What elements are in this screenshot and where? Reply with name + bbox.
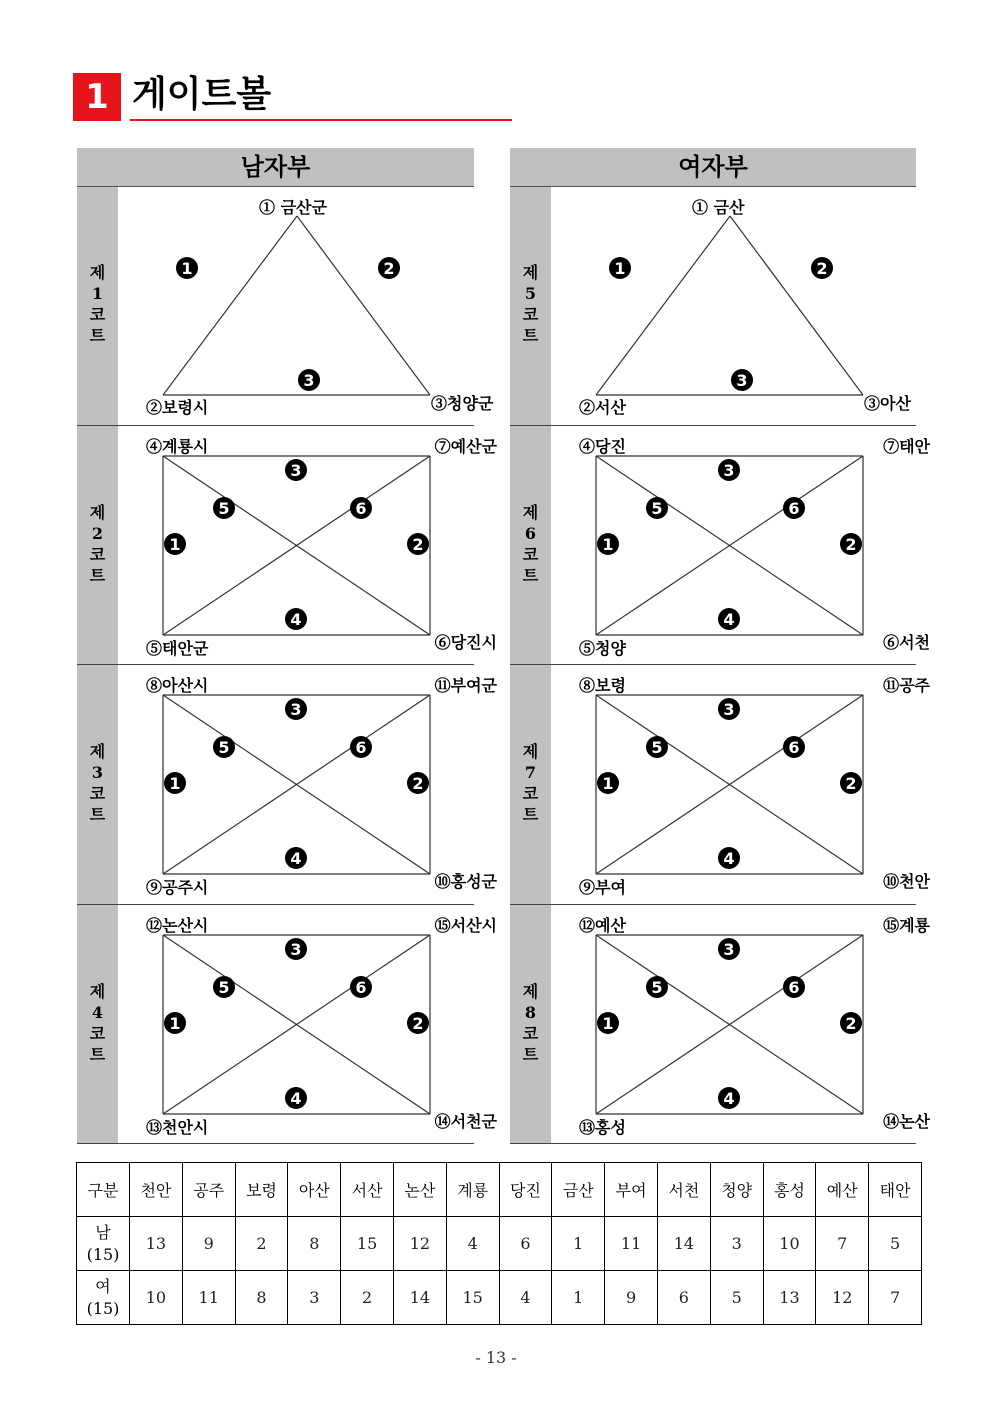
position-number: 2 [845,774,857,793]
table-header-cell: 아산 [288,1163,341,1217]
position-number: 5 [651,978,663,997]
venue-label: ⑤태안군 [146,639,209,658]
position-number: 4 [290,1089,302,1108]
venue-label: ⑨부여 [579,878,626,897]
position-number: 5 [218,738,230,757]
position-number: 3 [723,461,735,480]
venue-label: ⑪부여군 [434,676,497,695]
table-cell: 8 [288,1217,341,1271]
table-header-cell: 논산 [393,1163,446,1217]
position-number: 3 [290,940,302,959]
position-number: 5 [218,499,230,518]
position-number: 2 [383,259,395,278]
table-cell: 4 [499,1271,552,1325]
venue-label: ① 금산군 [259,198,327,217]
venue-label: ⑩홍성군 [434,872,497,891]
section-number: 1 [73,73,121,121]
venue-label: ⑥서천 [883,633,930,652]
table-cell: 11 [182,1271,235,1325]
table-cell: 9 [182,1217,235,1271]
court-line [163,216,297,395]
table-header-cell: 천안 [130,1163,183,1217]
position-number: 3 [736,371,748,390]
venue-label: ⑧아산시 [146,676,209,695]
venue-label: ③아산 [864,394,911,413]
table-cell: 7 [869,1271,922,1325]
table-cell: 2 [341,1271,394,1325]
position-number: 3 [723,700,735,719]
position-number: 5 [651,499,663,518]
position-number: 1 [169,535,181,554]
table-cell: 4 [446,1217,499,1271]
table-header-cell: 서천 [657,1163,710,1217]
venue-label: ① 금산 [692,198,745,217]
position-number: 3 [290,461,302,480]
venue-label: ⑮계룡 [883,916,930,935]
position-number: 1 [602,774,614,793]
venue-label: ⑦태안 [883,437,930,456]
position-number: 3 [723,940,735,959]
court-assignment-table [76,1162,922,1325]
table-header-cell: 예산 [816,1163,869,1217]
table-cell: 15 [341,1217,394,1271]
court-name: 제 7 코 트 [522,742,539,824]
venue-label: ④계룡시 [146,437,209,456]
court-name: 제 1 코 트 [89,263,106,345]
venue-label: ⑭논산 [883,1112,930,1131]
table-cell: 11 [605,1217,658,1271]
venue-label: ⑭서천군 [434,1112,497,1131]
court-name: 제 5 코 트 [522,263,539,345]
position-number: 6 [788,978,800,997]
table-header-cell: 금산 [552,1163,605,1217]
venue-label: ⑧보령 [579,676,626,695]
court-line [730,216,863,395]
table-cell: 10 [130,1271,183,1325]
court-name: 제 4 코 트 [89,982,106,1064]
table-cell: 9 [605,1271,658,1325]
table-header-cell: 부여 [605,1163,658,1217]
position-number: 1 [602,1014,614,1033]
table-row-label: 여 (15) [77,1271,130,1325]
table-cell: 5 [710,1271,763,1325]
table-cell: 12 [816,1271,869,1325]
table-header-cell: 구분 [77,1163,130,1217]
position-number: 2 [845,1014,857,1033]
position-number: 6 [355,738,367,757]
position-number: 1 [614,259,626,278]
venue-label: ②보령시 [146,398,209,417]
venue-label: ④당진 [579,437,626,456]
position-number: 2 [412,535,424,554]
venue-label: ⑩천안 [883,872,930,891]
table-header-cell: 서산 [341,1163,394,1217]
position-number: 4 [723,610,735,629]
court-line [596,216,730,395]
position-number: 2 [845,535,857,554]
venue-label: ③청양군 [431,394,494,413]
position-number: 3 [303,371,315,390]
position-number: 1 [169,774,181,793]
table-header-cell: 태안 [869,1163,922,1217]
venue-label: ⑦예산군 [434,437,497,456]
table-cell: 14 [393,1271,446,1325]
header-men: 남자부 [77,148,474,187]
venue-label: ⑤청양 [579,639,626,658]
court-name: 제 8 코 트 [522,982,539,1064]
position-number: 1 [169,1014,181,1033]
venue-label: ⑥당진시 [434,633,497,652]
venue-label: ⑬홍성 [579,1118,626,1137]
table-cell: 5 [869,1217,922,1271]
position-number: 4 [723,849,735,868]
position-number: 4 [723,1089,735,1108]
table-row-label: 남 (15) [77,1217,130,1271]
table-header-cell: 공주 [182,1163,235,1217]
table-cell: 14 [657,1217,710,1271]
table-cell: 1 [552,1217,605,1271]
table-row [77,1271,922,1325]
table-header-row [77,1163,922,1217]
venue-label: ⑪공주 [883,676,930,695]
table-cell: 2 [235,1217,288,1271]
position-number: 6 [355,978,367,997]
position-number: 1 [602,535,614,554]
court-line [297,216,430,395]
venue-label: ⑫예산 [579,916,626,935]
venue-label: ⑨공주시 [146,878,209,897]
table-header-cell: 계룡 [446,1163,499,1217]
court-name: 제 3 코 트 [89,742,106,824]
table-cell: 3 [288,1271,341,1325]
position-number: 6 [788,738,800,757]
table-cell: 13 [130,1217,183,1271]
position-number: 2 [412,1014,424,1033]
header-women: 여자부 [510,148,916,187]
venue-label: ②서산 [579,398,626,417]
position-number: 6 [355,499,367,518]
position-number: 1 [181,259,193,278]
table-cell: 6 [499,1217,552,1271]
table-cell: 1 [552,1271,605,1325]
table-header-cell: 당진 [499,1163,552,1217]
table-cell: 15 [446,1271,499,1325]
position-number: 5 [651,738,663,757]
position-number: 4 [290,610,302,629]
position-number: 2 [412,774,424,793]
venue-label: ⑫논산시 [146,916,209,935]
table-cell: 3 [710,1217,763,1271]
position-number: 2 [816,259,828,278]
table-cell: 10 [763,1217,816,1271]
page-number: - 13 - [475,1348,517,1367]
section-title: 게이트볼 [132,74,272,115]
table-cell: 7 [816,1217,869,1271]
table-header-cell: 홍성 [763,1163,816,1217]
court-name: 제 2 코 트 [89,503,106,585]
table-header-cell: 청양 [710,1163,763,1217]
venue-label: ⑬천안시 [146,1118,209,1137]
table-cell: 8 [235,1271,288,1325]
venue-label: ⑮서산시 [434,916,497,935]
position-number: 4 [290,849,302,868]
position-number: 3 [290,700,302,719]
table-row [77,1217,922,1271]
table-header-cell: 보령 [235,1163,288,1217]
table-cell: 6 [657,1271,710,1325]
position-number: 6 [788,499,800,518]
position-number: 5 [218,978,230,997]
table-cell: 13 [763,1271,816,1325]
court-name: 제 6 코 트 [522,503,539,585]
table-cell: 12 [393,1217,446,1271]
